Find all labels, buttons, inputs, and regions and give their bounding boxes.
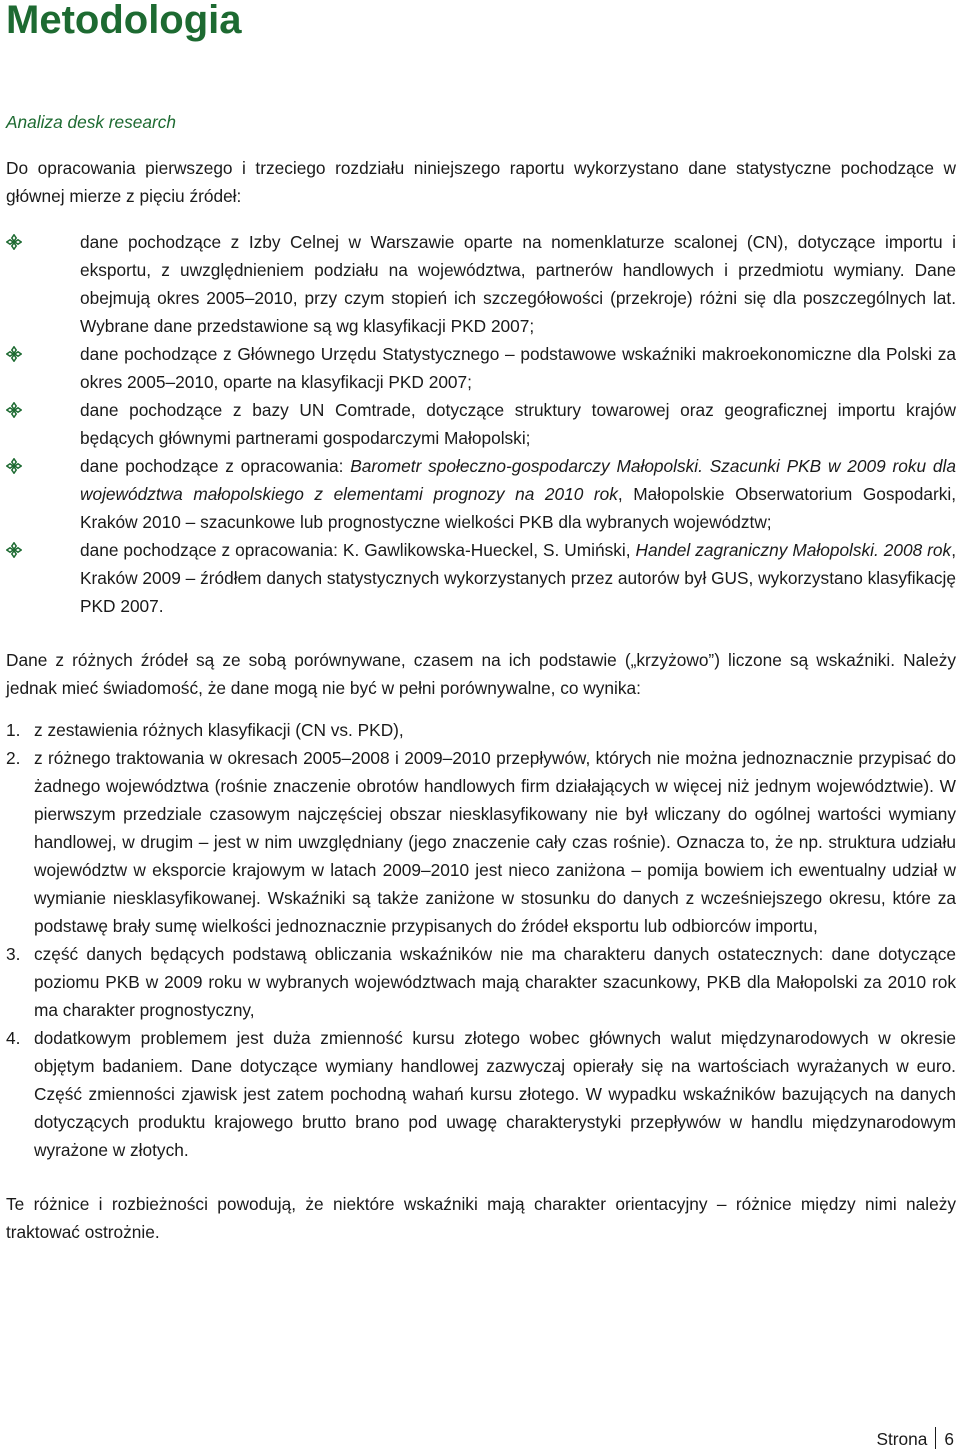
list-item: [6, 452, 956, 536]
list-item-text: dane pochodzące z opracowania: K. Gawlikowska-Hueckel, S. Umiński,: [80, 540, 636, 560]
list-item-text: , Małopolskie Obserwatorium Gospodarki, Kraków 2010 – szacunkowe lub prognostyczne wielkości PKB dla wybranych województw;: [80, 484, 956, 532]
list-item: [6, 396, 956, 452]
comparison-paragraph: Dane z różnych źródeł są ze sobą porównywane, czasem na ich podstawie („krzyżowo”) liczone są wskaźniki. Należy jednak mieć świadomość, że dane mogą nie być w pełni porównywalne, co wynika:: [6, 650, 956, 698]
page-number: 6: [944, 1429, 954, 1449]
list-item: [6, 536, 956, 620]
publication-title: Handel zagraniczny Małopolski. 2008 rok: [635, 540, 952, 560]
list-item-text: dane pochodzące z Izby Celnej w Warszawie oparte na nomenklaturze scalonej (CN), dotyczące importu i eksportu, z uwzględnieniem podziału na województwa, partnerów handlowych i przedmiotu wymiany. Dane obejmują okres 2005–2010, przy czym stopień ich szczegółowości (przekroje) różni się dla poszczególnych lat. Wybrane dane przedstawione są wg klasyfikacji PKD 2007;: [80, 232, 956, 336]
numbered-item: [6, 1024, 956, 1164]
sources-list: [6, 228, 956, 620]
page-footer: [876, 1426, 954, 1452]
four-diamond-star-icon: [6, 542, 22, 558]
four-diamond-star-icon: [6, 458, 22, 474]
four-diamond-star-icon: [6, 402, 22, 418]
page-label: Strona: [876, 1429, 928, 1449]
publication-title: Barometr społeczno-gospodarczy Małopolski. Szacunki PKB w 2009 roku dla województwa małopolskiego z elementami prognozy na 2010 rok: [80, 456, 956, 504]
numbered-item: [6, 744, 956, 940]
list-item: [6, 340, 956, 396]
numbered-item: [6, 716, 956, 744]
numbered-item-text: z zestawienia różnych klasyfikacji (CN vs. PKD),: [34, 720, 404, 740]
list-item-text: dane pochodzące z bazy UN Comtrade, dotyczące struktury towarowej oraz geograficznej importu krajów będących głównymi partnerami gospodarczymi Małopolski;: [80, 400, 956, 448]
list-item: [6, 228, 956, 340]
footer-divider: [935, 1427, 936, 1449]
list-item-text: , Kraków 2009 – źródłem danych statystycznych wykorzystanych przez autorów był GUS, wykorzystano klasyfikację PKD 2007.: [80, 540, 956, 616]
item-number: 2.: [6, 748, 21, 768]
item-number: 1.: [6, 720, 21, 740]
numbered-item-text: dodatkowym problemem jest duża zmienność kursu złotego wobec głównych walut międzynarodowych w okresie objętym badaniem. Dane dotyczące wymiany handlowej zazwyczaj opierały się na wartościach wyrażanych w euro. Część zmienności zjawisk jest zatem pochodną wahań kursu złotego. W wypadku wskaźników bazujących na danych dotyczących produktu krajowego brutto brano pod uwagę charakterystyki przepływów w handlu międzynarodowym wyrażone w złotych.: [34, 1028, 956, 1160]
numbered-item: [6, 940, 956, 1024]
four-diamond-star-icon: [6, 234, 22, 250]
list-item-text: dane pochodzące z Głównego Urzędu Statystycznego – podstawowe wskaźniki makroekonomiczne dla Polski za okres 2005–2010, oparte na klasyfikacji PKD 2007;: [80, 344, 956, 392]
numbered-item-text: z różnego traktowania w okresach 2005–2008 i 2009–2010 przepływów, których nie można jednoznacznie przypisać do żadnego województwa (rośnie znaczenie obrotów handlowych firm działających w więcej niż jednym województwie). W pierwszym przedziale czasowym najczęściej obszar niesklasyfikowany nie był wliczany do ogólnej wartości wymiany handlowej, w drugim – jest w nim uwzględniany (jego znaczenie cały czas rośnie). Oznacza to, że np. struktura udziału województw w eksporcie krajowym w latach 2009–2010 jest nieco zaniżona – pomija bowiem ich ewentualny udział w wymianie niesklasyfikowanej. Wskaźniki są także zaniżone w stosunku do danych z wcześniejszego okresu, które za podstawę brały sumę wielkości jednoznacznie przypisanych do źródeł eksportu lub odbiorców importu,: [34, 748, 956, 936]
reasons-list: [6, 716, 956, 1164]
main-content: [6, 108, 956, 1246]
page-title: Metodologia: [6, 0, 242, 42]
four-diamond-star-icon: [6, 346, 22, 362]
numbered-item-text: część danych będących podstawą obliczania wskaźników nie ma charakteru danych ostatecznych: dane dotyczące poziomu PKB w 2009 roku w wybranych województwach mają charakter szacunkowy, PKB dla Małopolski za 2010 rok ma charakter prognostyczny,: [34, 944, 956, 1020]
list-item-text: dane pochodzące z opracowania:: [80, 456, 351, 476]
section-heading: Analiza desk research: [6, 112, 177, 132]
item-number: 3.: [6, 944, 21, 964]
intro-paragraph: Do opracowania pierwszego i trzeciego rozdziału niniejszego raportu wykorzystano dane statystyczne pochodzące w głównej mierze z pięciu źródeł:: [6, 158, 956, 206]
item-number: 4.: [6, 1028, 21, 1048]
closing-paragraph: Te różnice i rozbieżności powodują, że niektóre wskaźniki mają charakter orientacyjny – różnice między nimi należy traktować ostrożnie.: [6, 1194, 956, 1242]
